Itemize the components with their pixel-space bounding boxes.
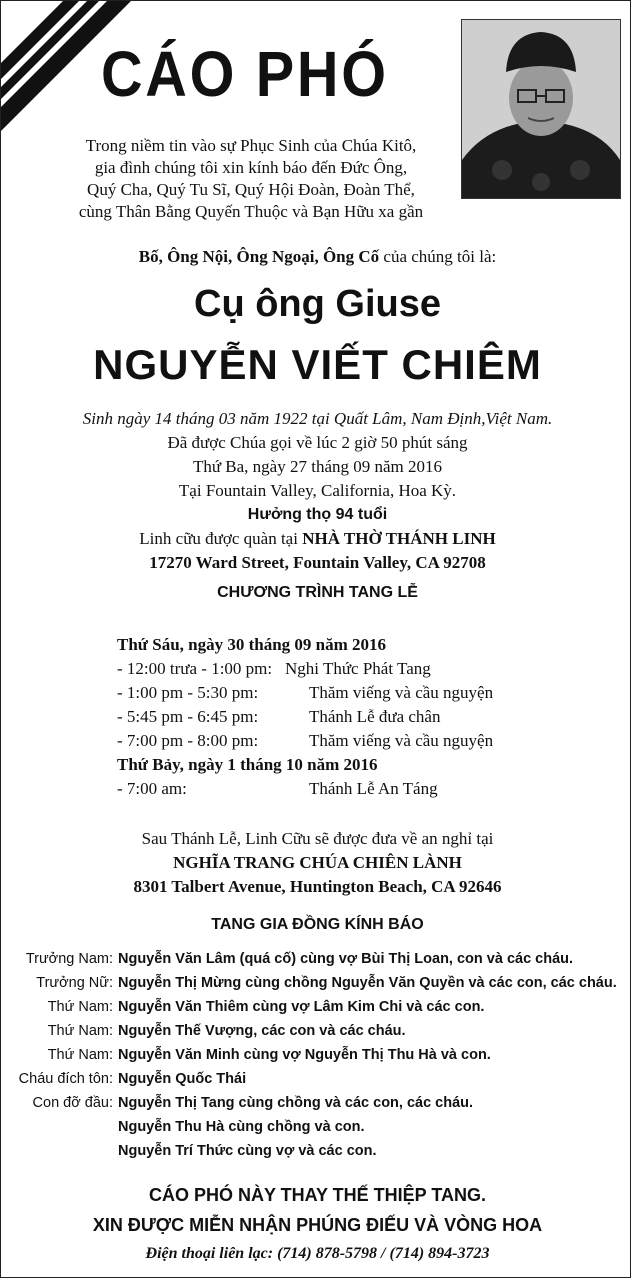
deceased-honorific: Cụ ông Giuse bbox=[194, 283, 441, 325]
viewing-line bbox=[1, 527, 633, 551]
schedule-item bbox=[117, 777, 597, 801]
life-details bbox=[1, 407, 633, 605]
family-text: Nguyễn Quốc Thái bbox=[118, 1071, 247, 1087]
intro-line: gia đình chúng tôi xin kính báo đến Đức Ông, bbox=[94, 158, 408, 177]
birth-info: Sinh ngày 14 tháng 03 năm 1922 tại Quất Lâm, Nam Định,Việt Nam. bbox=[82, 409, 553, 428]
burial-address: 8301 Talbert Avenue, Huntington Beach, CA 92646 bbox=[133, 877, 502, 896]
schedule-item bbox=[117, 705, 597, 729]
family-label: Thứ Nam: bbox=[47, 999, 113, 1015]
viewing-place: NHÀ THỜ THÁNH LINH bbox=[302, 529, 496, 548]
closing-line-1: CÁO PHÓ NÀY THAY THẾ THIỆP TANG. bbox=[148, 1185, 487, 1205]
program-title: CHƯƠNG TRÌNH TANG LỄ bbox=[217, 584, 418, 601]
intro-text bbox=[31, 135, 471, 223]
schedule-desc: Nghi Thức Phát Tang bbox=[285, 659, 431, 678]
family-list bbox=[1, 947, 633, 1163]
burial-details bbox=[1, 827, 633, 937]
funeral-schedule bbox=[117, 633, 597, 801]
family-title: TANG GIA ĐỒNG KÍNH BÁO bbox=[211, 916, 424, 933]
age-info: Hưởng thọ 94 tuổi bbox=[247, 506, 388, 523]
schedule-day: Thứ Sáu, ngày 30 tháng 09 năm 2016 bbox=[117, 635, 387, 654]
closing-line-2: XIN ĐƯỢC MIỄN NHẬN PHÚNG ĐIẾU VÀ VÒNG HOA bbox=[92, 1215, 543, 1235]
family-text: Nguyễn Thị Mừng cùng chồng Nguyễn Văn Quyền và các con, các cháu. bbox=[118, 975, 617, 991]
death-line: Đã được Chúa gọi về lúc 2 giờ 50 phút sáng bbox=[167, 433, 468, 452]
family-row bbox=[1, 995, 633, 1019]
family-label: Trưởng Nữ: bbox=[36, 975, 113, 991]
family-text: Nguyễn Văn Minh cùng vợ Nguyễn Thị Thu Hà và con. bbox=[118, 1047, 491, 1063]
death-line: Tại Fountain Valley, California, Hoa Kỳ. bbox=[178, 481, 457, 500]
contact-info: Điện thoại liên lạc: (714) 878-5798 / (714) 894-3723 bbox=[145, 1245, 490, 1262]
family-row bbox=[1, 1067, 633, 1091]
schedule-desc: Thăm viếng và cầu nguyện bbox=[309, 731, 494, 750]
family-text: Nguyễn Văn Lâm (quá cố) cùng vợ Bùi Thị Loan, con và các cháu. bbox=[118, 951, 574, 967]
schedule-time: - 5:45 pm - 6:45 pm: bbox=[117, 707, 259, 726]
intro-line: Quý Cha, Quý Tu Sĩ, Quý Hội Đoàn, Đoàn Thể, bbox=[87, 180, 415, 199]
family-label: Con đỡ đầu: bbox=[32, 1095, 113, 1111]
family-label: Trưởng Nam: bbox=[25, 951, 113, 967]
schedule-time: - 7:00 pm - 8:00 pm: bbox=[117, 731, 259, 750]
family-text: Nguyễn Thế Vượng, các con và các cháu. bbox=[118, 1023, 406, 1039]
family-text: Nguyễn Trí Thức cùng vợ và các con. bbox=[118, 1143, 377, 1159]
family-row bbox=[1, 947, 633, 971]
family-row bbox=[1, 1043, 633, 1067]
schedule-item bbox=[117, 657, 597, 681]
intro-line: Trong niềm tin vào sự Phục Sinh của Chúa Kitô, bbox=[85, 136, 417, 155]
death-line: Thứ Ba, ngày 27 tháng 09 năm 2016 bbox=[192, 457, 443, 476]
deceased-name: NGUYỄN VIẾT CHIÊM bbox=[93, 341, 542, 388]
burial-place: NGHĨA TRANG CHÚA CHIÊN LÀNH bbox=[173, 853, 462, 872]
portrait-photo bbox=[461, 19, 621, 199]
family-text: Nguyễn Thị Tang cùng chồng và các con, các cháu. bbox=[118, 1095, 474, 1111]
viewing-prefix: Linh cữu được quàn tại bbox=[139, 529, 303, 548]
relation-rest: của chúng tôi là: bbox=[379, 247, 497, 266]
family-row bbox=[1, 1091, 633, 1115]
relation-bold: Bố, Ông Nội, Ông Ngoại, Ông Cố bbox=[138, 247, 380, 266]
schedule-time: - 7:00 am: bbox=[117, 779, 187, 798]
family-row bbox=[1, 971, 633, 995]
schedule-time: - 1:00 pm - 5:30 pm: bbox=[117, 683, 259, 702]
schedule-item bbox=[117, 729, 597, 753]
family-label: Thứ Nam: bbox=[47, 1023, 113, 1039]
schedule-time: - 12:00 trưa - 1:00 pm: bbox=[117, 659, 273, 678]
family-row bbox=[1, 1139, 633, 1163]
relation-line bbox=[1, 247, 633, 267]
intro-line: cùng Thân Bằng Quyến Thuộc và Bạn Hữu xa gần bbox=[78, 202, 424, 221]
schedule-desc: Thánh Lễ An Táng bbox=[309, 779, 438, 798]
schedule-desc: Thánh Lễ đưa chân bbox=[309, 707, 441, 726]
family-text: Nguyễn Văn Thiêm cùng vợ Lâm Kim Chi và các con. bbox=[118, 999, 485, 1015]
family-label: Thứ Nam: bbox=[47, 1047, 113, 1063]
family-label: Cháu đích tôn: bbox=[18, 1071, 113, 1087]
family-text: Nguyễn Thu Hà cùng chồng và con. bbox=[118, 1119, 365, 1135]
schedule-desc: Thăm viếng và cầu nguyện bbox=[309, 683, 494, 702]
family-row bbox=[1, 1115, 633, 1139]
viewing-address: 17270 Ward Street, Fountain Valley, CA 92708 bbox=[149, 553, 486, 572]
family-row bbox=[1, 1019, 633, 1043]
page-title: CÁO PHÓ bbox=[101, 38, 389, 110]
burial-intro: Sau Thánh Lễ, Linh Cữu sẽ được đưa về an nghỉ tại bbox=[141, 829, 494, 848]
schedule-item bbox=[117, 681, 597, 705]
schedule-day: Thứ Bảy, ngày 1 tháng 10 năm 2016 bbox=[117, 755, 378, 774]
